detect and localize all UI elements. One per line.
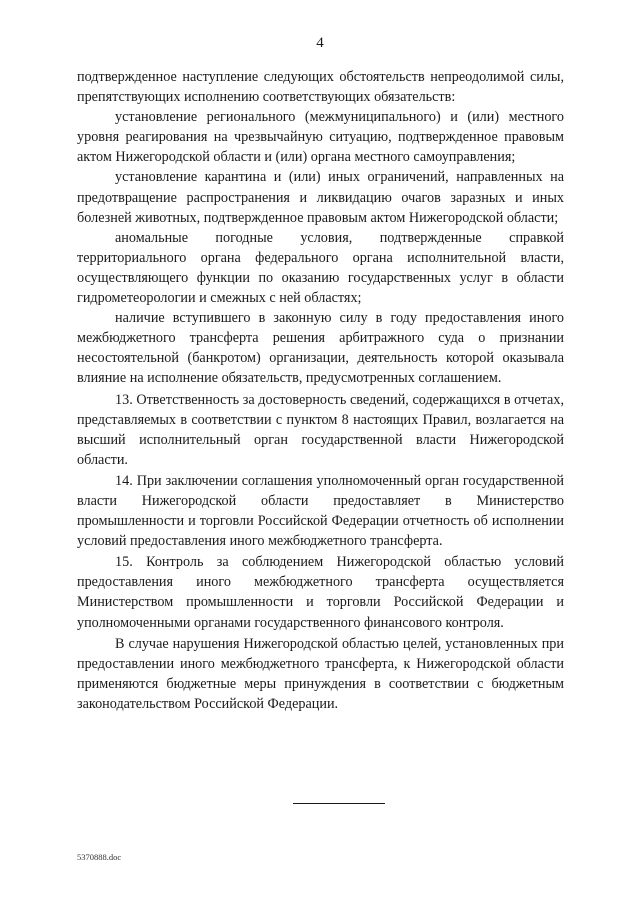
page-number: 4 [316,35,324,51]
paragraph-force-majeure-intro: подтвержденное наступление следующих обстоятельств непреодолимой силы, препятствующих исполнению соответствующих обязательств: [77,69,564,106]
paragraph-clause-15: 15. Контроль за соблюдением Нижегородской областью условий предоставления иного межбюджетного трансферта осуществляется Министерством промышленности и торговли Российской Федерации и уполномоченными органами государственного финансового контроля. [77,554,564,631]
closing-divider [293,803,385,804]
paragraph-clause-13: 13. Ответственность за достоверность сведений, содержащихся в отчетах, представляемых в соответствии с пунктом 8 настоящих Правил, возлагается на высший исполнительный орган государственной власти Нижегородской области. [77,391,564,468]
paragraph-violation-measures: В случае нарушения Нижегородской областью целей, установленных при предоставлении иного межбюджетного трансферта, к Нижегородской области применяются бюджетные меры принуждения в соответствии с бюджетным законодательством Российской Федерации. [77,635,564,712]
paragraph-weather-conditions: аномальные погодные условия, подтвержденные справкой территориального органа федерального органа исполнительной власти, осуществляющего функции по оказанию государственных услуг в области гидрометеорологии и смежных с ней областях; [77,229,564,307]
document-file-code: 5370888.doc [77,852,122,862]
paragraph-quarantine: установление карантина и (или) иных ограничений, направленных на предотвращение распространения и ликвидацию очагов заразных и иных болезней животных, подтвержденное правовым актом Нижегородской области; [77,169,564,226]
paragraph-clause-14: 14. При заключении соглашения уполномоченный орган государственной власти Нижегородской области предоставляет в Министерство промышленности и торговли Российской Федерации отчетность об исполнении условий предоставления иного межбюджетного трансферта. [77,472,564,550]
paragraph-bankruptcy: наличие вступившего в законную силу в году предоставления иного межбюджетного трансферта решения арбитражного суда о признании несостоятельной (банкротом) организации, деятельность которой оказывала влияние на исполнение обязательств, предусмотренных соглашением. [77,310,564,387]
paragraph-emergency-response: установление регионального (межмуниципального) и (или) местного уровня реагирования на чрезвычайную ситуацию, подтвержденное правовым актом Нижегородской области и (или) органа местного самоуправления; [77,109,564,166]
document-body [77,67,564,714]
